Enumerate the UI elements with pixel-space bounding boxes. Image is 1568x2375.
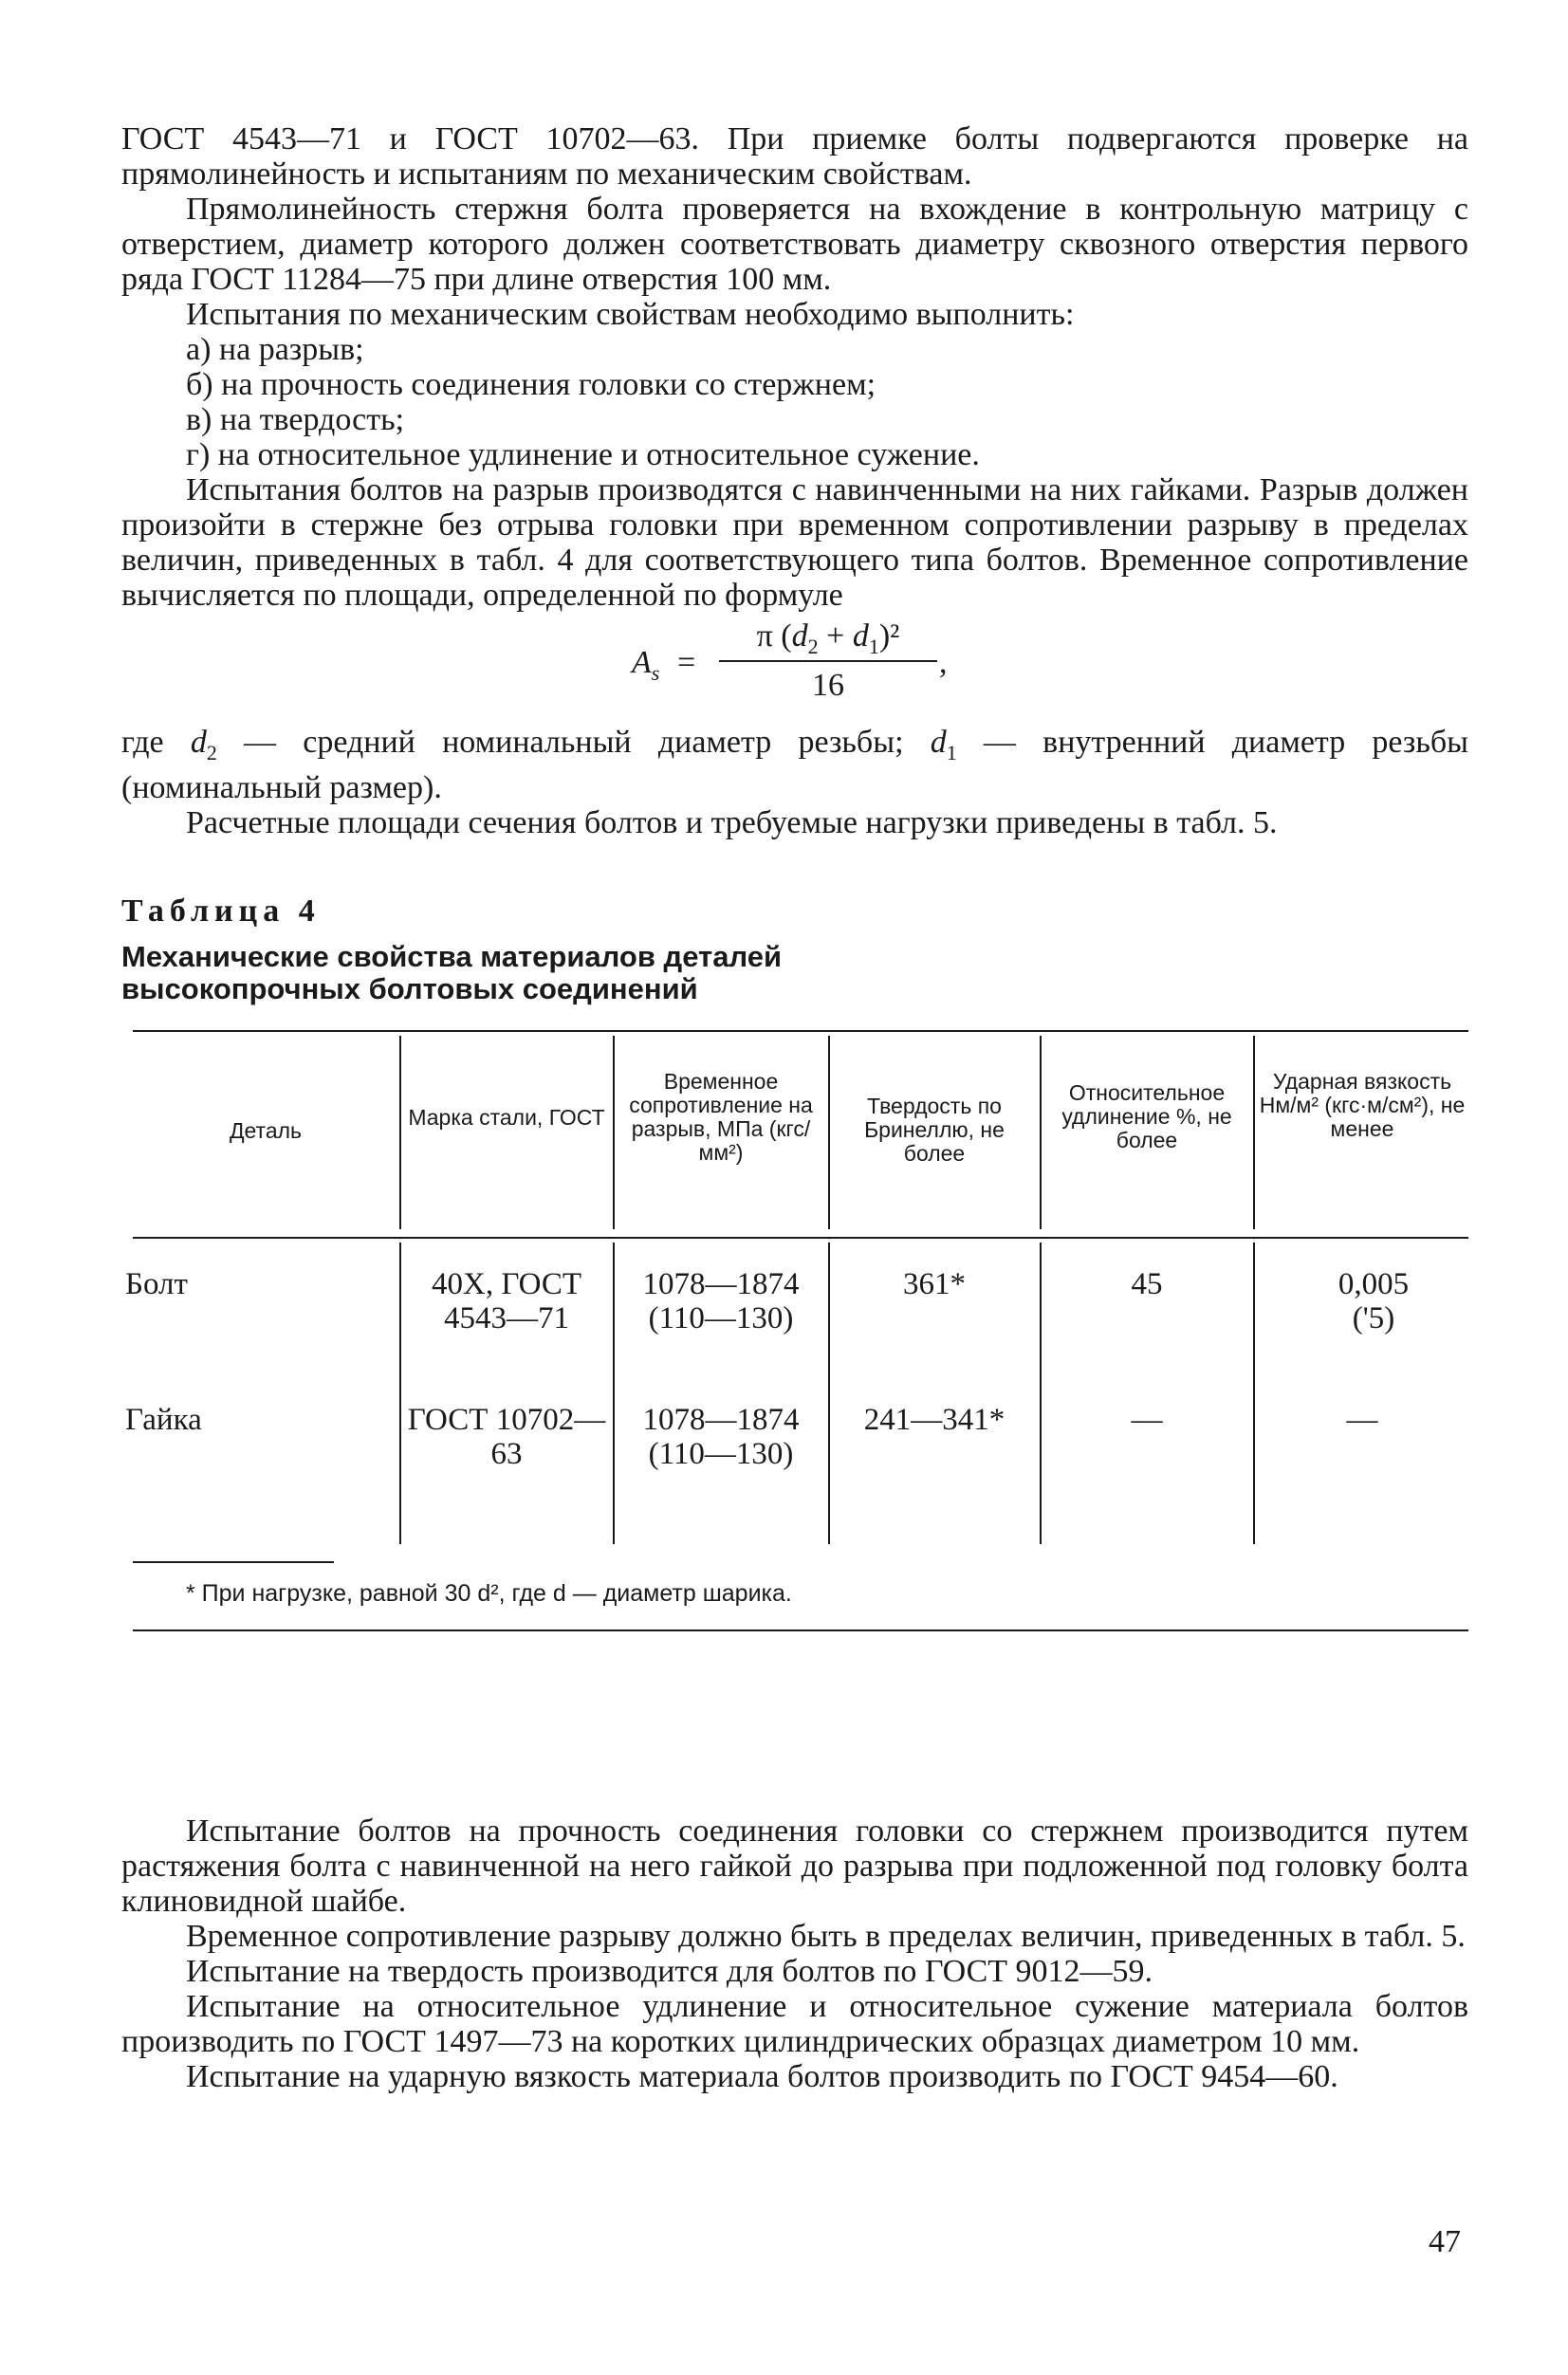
column-divider (1040, 1243, 1042, 1544)
paragraph-impact-test: Испытание на ударную вязкость материала болтов производить по ГОСТ 9454—60. (186, 2059, 1338, 2094)
page-number: 47 (1429, 2224, 1461, 2259)
list-item: в) на твердость; (186, 402, 405, 437)
closing-paragraphs (121, 1813, 1468, 2094)
paragraph-where: где $d_2$ — средний номинальный диаметр резьбы; $d_1$ — внутренний диаметр резьбы (номинальный размер). (121, 725, 1468, 805)
column-divider (828, 1036, 830, 1229)
cell-strength: 1078—1874 (110—130) (642, 1402, 800, 1471)
header-part: Деталь (229, 1117, 303, 1143)
properties-table (121, 1030, 1468, 1618)
cell-toughness: 0,005 ('5) (1337, 1266, 1410, 1335)
cell-steel: 40Х, ГОСТ 4543—71 (432, 1266, 581, 1335)
column-divider (399, 1036, 401, 1229)
cell-steel: ГОСТ 10702—63 (407, 1402, 606, 1471)
column-divider (613, 1243, 615, 1544)
paragraph-table5-ref: Расчетные площади сечения болтов и требуемые нагрузки приведены в табл. 5. (186, 804, 1278, 840)
paragraph-elongation-test: Испытание на относительное удлинение и относительное сужение материала болтов производить по ГОСТ 1497—73 на коротких цилиндрических образцах диаметром 10 мм. (121, 1989, 1468, 2059)
cell-toughness: — (1346, 1402, 1378, 1437)
header-tensile-strength: Временное сопротивление на разрыв, МПа (кгс/мм²) (629, 1068, 813, 1165)
cell-hardness: 241—341* (863, 1402, 1005, 1437)
column-divider (1253, 1036, 1255, 1229)
column-divider (1040, 1036, 1042, 1229)
cell-strength: 1078—1874 (110—130) (642, 1266, 800, 1335)
cell-part: Болт (125, 1266, 188, 1301)
table-bottom-rule (133, 1629, 1468, 1631)
formula-lhs: $A_s$ (632, 645, 660, 685)
paragraph-hardness-test: Испытание на твердость производится для болтов по ГОСТ 9012—59. (186, 1954, 1153, 1989)
formula-denominator: 16 (812, 668, 844, 703)
table-title: Механические свойства материалов деталей высокопрочных болтовых соединений (121, 939, 783, 1005)
table-footnote: * При нагрузке, равной 30 d², где d — диаметр шарика. (186, 1579, 792, 1607)
fraction-bar (719, 660, 937, 662)
formula-comma: , (939, 645, 948, 680)
header-elongation: Относительное удлинение %, не более (1061, 1079, 1232, 1152)
header-steel-grade: Марка стали, ГОСТ (408, 1104, 605, 1130)
cell-hardness: 361* (903, 1266, 966, 1301)
column-divider (828, 1243, 830, 1544)
paragraph-tensile-test: Испытания болтов на разрыв производятся с навинченными на них гайками. Разрыв должен произойти в стержне без отрыва головки при временном сопротивлении разрыву в пределах величин, приведенных в табл. 4 для соответствующего типа болтов. Временное сопротивление вычисляется по площади, определенной по формуле (121, 472, 1468, 613)
table-caption: Таблица 4 (121, 893, 321, 929)
paragraph-head-strength-test: Испытание болтов на прочность соединения головки со стержнем производится путем растяжения болта с навинченной на него гайкой до разрыва при подложенной под головку болта клиновидной шайбе. (121, 1813, 1468, 1919)
paragraph-ultimate-strength: Временное сопротивление разрыву должно быть в пределах величин, приведенных в табл. 5. (186, 1919, 1466, 1954)
table-header-rule (133, 1237, 1468, 1239)
column-divider (399, 1243, 401, 1544)
paragraph-intro: ГОСТ 4543—71 и ГОСТ 10702—63. При приемке болты подвергаются проверке на прямолинейность и испытаниям по механическим свойствам. (121, 121, 1468, 192)
formula-numerator: π $(d_2 + d_1)^2$ (756, 618, 900, 658)
header-hardness: Твердость по Бринеллю, не более (864, 1093, 1005, 1166)
header-impact-toughness: Ударная вязкость Нм/м² (кгс·м/см²), не менее (1259, 1068, 1466, 1141)
cell-part: Гайка (125, 1402, 202, 1437)
list-item: б) на прочность соединения головки со стержнем; (186, 367, 876, 402)
page-body (121, 121, 1468, 1618)
paragraph-tests-list-intro: Испытания по механическим свойствам необходимо выполнить: (186, 297, 1075, 332)
list-item: г) на относительное удлинение и относительное сужение. (186, 437, 980, 472)
paragraph-straightness: Прямолинейность стержня болта проверяется на вхождение в контрольную матрицу с отверстием, диаметр которого должен соответствовать диаметру сквозного отверстия первого ряда ГОСТ 11284—75 при длине отверстия 100 мм. (121, 192, 1468, 297)
area-formula (121, 618, 1468, 715)
column-divider (1253, 1243, 1255, 1544)
list-item: а) на разрыв; (186, 332, 364, 367)
footnote-rule (133, 1561, 334, 1563)
formula-equals: = (677, 645, 696, 680)
cell-elongation: 45 (1131, 1266, 1163, 1301)
column-divider (613, 1036, 615, 1229)
table-top-rule (133, 1030, 1468, 1032)
cell-elongation: — (1131, 1402, 1163, 1437)
